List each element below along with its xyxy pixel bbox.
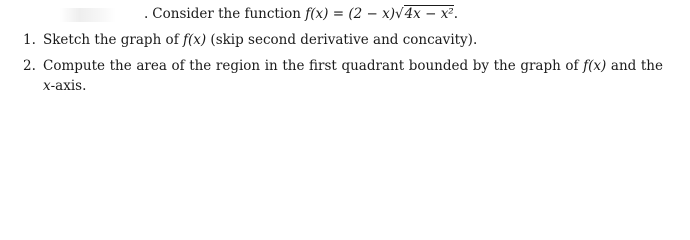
item-function: f(x) xyxy=(182,32,207,48)
intro-text: Consider the function xyxy=(152,6,306,22)
item-number: 1. xyxy=(23,32,36,48)
item-line-1 xyxy=(23,56,663,76)
intro-factor: (2 − x) xyxy=(348,6,395,22)
intro-end: . xyxy=(453,6,459,22)
axis-text: -axis. xyxy=(50,78,87,94)
problem-intro xyxy=(144,5,458,23)
item-function: f(x) xyxy=(583,58,607,74)
item-text: Compute the area of the region in the first quadrant bounded by the graph of xyxy=(43,58,584,74)
sqrt-symbol: √ xyxy=(394,6,404,22)
item-line-2 xyxy=(23,76,663,96)
document-page xyxy=(0,0,690,99)
intro-function-name: f(x) xyxy=(305,6,329,22)
item-text: Sketch the graph of xyxy=(43,32,183,48)
intro-lead-mark: . xyxy=(144,6,149,22)
sqrt-radicand: 4x − x² xyxy=(404,6,454,22)
square-root xyxy=(395,5,454,23)
scan-smudge xyxy=(60,8,116,22)
question-item-2 xyxy=(23,56,663,96)
axis-variable: x xyxy=(43,78,51,94)
item-number: 2. xyxy=(23,58,36,74)
item-text-after: (skip second derivative and concavity). xyxy=(206,32,478,48)
intro-equals: = xyxy=(328,6,349,22)
item-text-after: and the xyxy=(606,58,663,74)
question-item-1 xyxy=(23,30,477,50)
